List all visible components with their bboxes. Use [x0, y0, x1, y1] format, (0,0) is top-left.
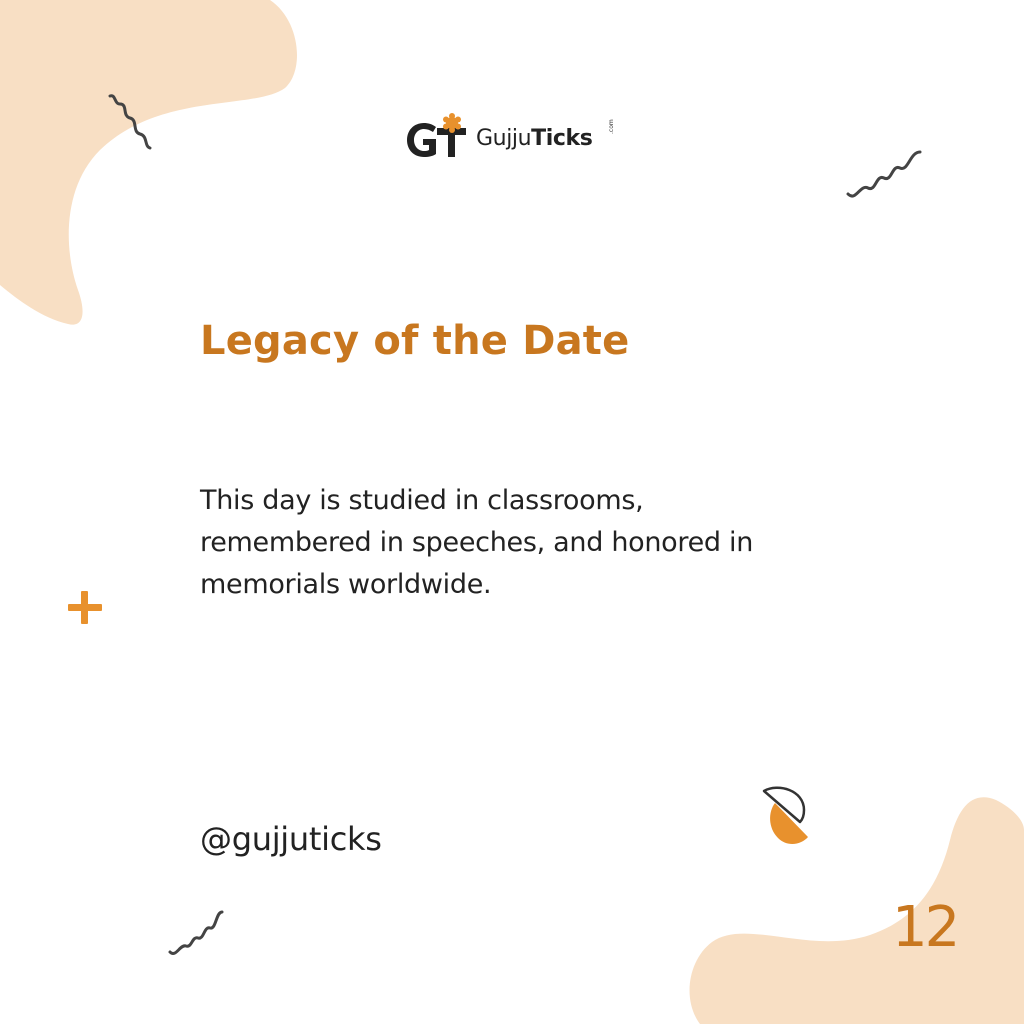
plus-icon: [66, 589, 104, 627]
social-handle: @gujjuticks: [200, 820, 382, 858]
half-circle-icon: [760, 782, 812, 848]
brand-name-bold: Ticks: [531, 126, 593, 151]
brand-logo: [404, 112, 620, 162]
page-title: Legacy of the Date: [200, 318, 630, 364]
squiggle-top-right-icon: [842, 140, 932, 205]
squiggle-top-left-icon: [100, 90, 160, 160]
brand-name-light: Gujju: [476, 126, 532, 151]
brand-suffix: .com: [608, 119, 615, 134]
body-text: This day is studied in classrooms, remembered in speeches, and honored in memorials worldwide.: [200, 485, 754, 600]
brand-wordmark: [476, 126, 593, 152]
page-number: 12: [892, 895, 958, 960]
squiggle-bottom-left-icon: [164, 900, 230, 962]
logo-mark-icon: [404, 112, 470, 162]
